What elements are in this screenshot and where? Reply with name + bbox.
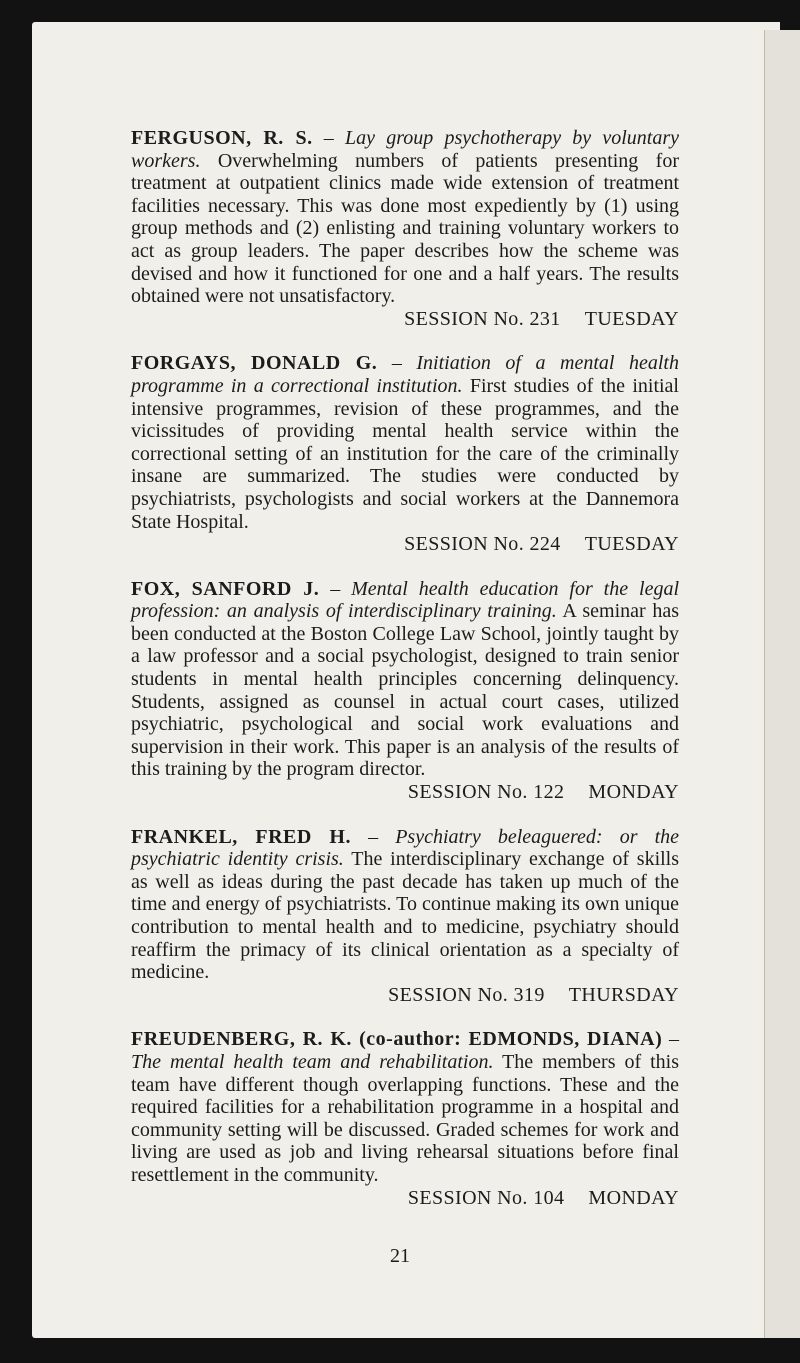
abstract-entry <box>131 1028 679 1209</box>
next-page-edge <box>764 30 800 1338</box>
entry-dash: – <box>391 352 402 375</box>
session-number: SESSION No. 224 <box>404 533 561 556</box>
entry-paragraph <box>131 1028 679 1186</box>
abstract-entry <box>131 826 679 1007</box>
session-day: TUESDAY <box>584 533 679 556</box>
entry-session <box>131 781 679 804</box>
entry-paragraph <box>131 826 679 984</box>
page-number: 21 <box>390 1245 410 1267</box>
session-number: SESSION No. 231 <box>404 307 561 330</box>
session-number: SESSION No. 104 <box>407 1186 565 1209</box>
entry-dash: – <box>368 825 379 848</box>
entry-title: Psychiatry beleaguered: or the psychiatric identity crisis. <box>131 825 680 871</box>
entry-paragraph <box>131 127 679 308</box>
entry-title: The mental health team and rehabilitation. <box>131 1050 494 1073</box>
entry-abstract: First studies of the initial intensive programmes, revision of these programmes, and the vicissitudes of providing mental health service within the correctional setting of an institution for the care of the criminally insane are summarized. The studies were conducted by psychiatrists, psychologists and social workers at the Dannemora State Hospital. <box>131 374 679 533</box>
entry-session <box>131 984 679 1007</box>
entry-dash: – <box>669 1028 680 1051</box>
entry-author: FORGAYS, DONALD G. <box>131 352 378 375</box>
entry-author: FRANKEL, FRED H. <box>131 825 351 848</box>
entry-session <box>131 1187 679 1210</box>
entry-paragraph <box>131 352 679 533</box>
abstract-list <box>131 127 679 1231</box>
session-number: SESSION No. 122 <box>407 781 565 804</box>
session-number: SESSION No. 319 <box>388 983 545 1006</box>
entry-dash: – <box>323 127 334 149</box>
entry-abstract: The interdisciplinary exchange of skills as well as ideas during the past decade has taken up much of the time and energy of psychiatrists. To continue making its own unique contribution to mental health and to medicine, psychiatry should reaffirm the primacy of its clinical orientation as a specialty of medicine. <box>131 848 680 984</box>
session-day: MONDAY <box>588 781 679 804</box>
entry-abstract: The members of this team have different though overlapping functions. These and the required facilities for a rehabilitation programme in a hospital and community setting will be discussed. Graded schemes for work and living are used as job and living rehearsal situations before final resettlement in the community. <box>131 1050 679 1186</box>
session-day: TUESDAY <box>584 307 679 330</box>
entry-author: FREUDENBERG, R. K. (co-author: EDMONDS, DIANA) <box>131 1028 663 1051</box>
entry-title: Lay group psychotherapy by voluntary workers. <box>131 127 679 172</box>
entry-dash: – <box>330 577 341 600</box>
abstract-entry <box>131 352 679 555</box>
entry-session <box>131 533 679 556</box>
entry-title: Initiation of a mental health programme in a correctional institution. <box>131 352 679 397</box>
entry-title: Mental health education for the legal profession: an analysis of interdisciplinary training. <box>131 577 680 623</box>
abstract-entry <box>131 578 679 804</box>
entry-session <box>131 308 679 331</box>
entry-author: FERGUSON, R. S. <box>131 127 313 149</box>
entry-paragraph <box>131 578 679 781</box>
entry-abstract: Overwhelming numbers of patients presenting for treatment at outpatient clinics made wide extension of treatment facilities necessary. This was done most expediently by (1) using group methods and (2) enlisting and training voluntary workers to act as group leaders. The paper describes how the scheme was devised and how it functioned for one and a half years. The results obtained were not unsatisfactory. <box>131 149 679 308</box>
entry-abstract: A seminar has been conducted at the Boston College Law School, jointly taught by a law professor and a social psychologist, designed to train senior students in mental health principles concerning delinquency. Students, assigned as counsel in actual court cases, utilized psychiatric, psychological and social work evaluations and supervision in their work. This paper is an analysis of the results of this training by the program director. <box>131 600 679 781</box>
abstract-entry <box>131 127 679 330</box>
session-day: MONDAY <box>588 1186 679 1209</box>
entry-author: FOX, SANFORD J. <box>131 577 320 600</box>
session-day: THURSDAY <box>568 983 679 1006</box>
